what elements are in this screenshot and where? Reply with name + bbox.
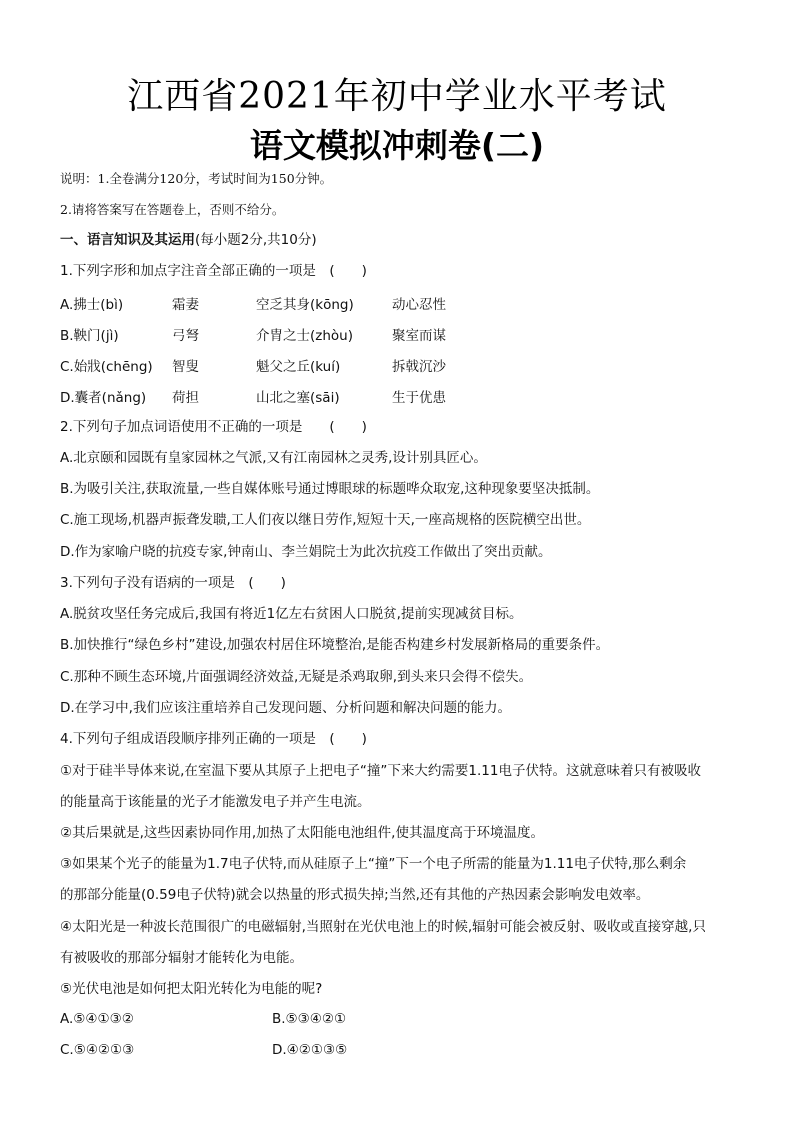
question-2-option-a: A.北京颐和园既有皇家园林之气派,又有江南园林之灵秀,设计别具匠心。 — [60, 450, 487, 466]
option-cell: 山北之塞(sāi) — [256, 390, 340, 406]
question-2-stem: 2.下列句子加点词语使用不正确的一项是 ( ) — [60, 419, 367, 435]
option-cell: 魁父之丘(kuí) — [256, 359, 341, 375]
sentence-line: 的那部分能量(0.59电子伏特)就会以热量的形式损失掉;当然,还有其他的产热因素会影响发电效率。 — [60, 887, 650, 903]
option-cell: 智叟 — [172, 359, 199, 375]
option-cell: 拆戟沉沙 — [392, 359, 446, 375]
question-3-option-c: C.那种不顾生态环境,片面强调经济效益,无疑是杀鸡取卵,到头来只会得不偿失。 — [60, 669, 533, 685]
question-2-option-c: C.施工现场,机器声振聋发聩,工人们夜以继日劳作,短短十天,一座高规格的医院横空出世。 — [60, 512, 591, 528]
sentence-line: ②其后果就是,这些因素协同作用,加热了太阳能电池组件,使其温度高于环境温度。 — [60, 825, 544, 841]
section-heading — [60, 231, 317, 249]
question-4-stem: 4.下列句子组成语段顺序排列正确的一项是 ( ) — [60, 731, 367, 747]
option-cell: 生于优患 — [392, 390, 446, 406]
sentence-line: ③如果某个光子的能量为1.7电子伏特,而从硅原子上“撞”下一个电子所需的能量为1.11电子伏特,那么剩余 — [60, 856, 687, 872]
instructions-note-1: 说明：1.全卷满分120分，考试时间为150分钟。 — [60, 171, 333, 186]
question-1-stem: 1.下列字形和加点字注音全部正确的一项是 ( ) — [60, 263, 367, 279]
question-3-option-d: D.在学习中,我们应该注重培养自己发现问题、分析问题和解决问题的能力。 — [60, 700, 511, 716]
option-cell: C.始戕(chēng) — [60, 359, 153, 375]
sentence-line: ⑤光伏电池是如何把太阳光转化为电能的呢? — [60, 981, 323, 997]
option-cell: 聚室而谋 — [392, 328, 446, 344]
option-cell: 动心忍性 — [392, 297, 446, 313]
option-cell: B.鞅门(jì) — [60, 328, 119, 344]
question-4-option-d: D.④②①③⑤ — [272, 1042, 348, 1058]
sentence-line: ①对于硅半导体来说,在室温下要从其原子上把电子“撞”下来大约需要1.11电子伏特。这就意味着只有被吸收 — [60, 763, 701, 779]
option-cell: 介胄之士(zhòu) — [256, 328, 353, 344]
question-2-option-b: B.为吸引关注,获取流量,一些自媒体账号通过博眼球的标题哗众取宠,这种现象要坚决抵制。 — [60, 481, 600, 497]
question-4-option-b: B.⑤③④②① — [272, 1011, 347, 1027]
option-cell: 弓弩 — [172, 328, 199, 344]
instructions-note-2: 2.请将答案写在答题卷上，否则不给分。 — [60, 202, 285, 217]
section-title: 一、语言知识及其运用 — [60, 232, 195, 248]
option-cell: A.拂士(bì) — [60, 297, 124, 313]
sentence-line: 的能量高于该能量的光子才能激发电子并产生电流。 — [60, 794, 371, 810]
sentence-line: ④太阳光是一种波长范围很广的电磁辐射,当照射在光伏电池上的时候,辐射可能会被反射、吸收或直接穿越,只 — [60, 919, 706, 935]
option-cell: D.囊者(nǎng) — [60, 390, 147, 406]
question-4-option-c: C.⑤④②①③ — [60, 1042, 135, 1058]
option-cell: 空乏其身(kōng) — [256, 297, 354, 313]
question-3-option-a: A.脱贫攻坚任务完成后,我国有将近1亿左右贫困人口脱贫,提前实现减贫目标。 — [60, 606, 523, 622]
exam-subtitle: 语文模拟冲刺卷(二) — [249, 126, 545, 165]
sentence-line: 有被吸收的那部分辐射才能转化为电能。 — [60, 950, 303, 966]
question-3-option-b: B.加快推行“绿色乡村”建设,加强农村居住环境整治,是能否构建乡村发展新格局的重要条件。 — [60, 637, 610, 653]
exam-title: 江西省2021年初中学业水平考试 — [127, 76, 667, 117]
option-cell: 荷担 — [172, 390, 199, 406]
section-points: (每小题2分,共10分) — [195, 232, 317, 248]
question-4-option-a: A.⑤④①③② — [60, 1011, 134, 1027]
option-cell: 霜妻 — [172, 297, 199, 313]
question-3-stem: 3.下列句子没有语病的一项是 ( ) — [60, 575, 286, 591]
question-2-option-d: D.作为家喻户晓的抗疫专家,钟南山、李兰娟院士为此次抗疫工作做出了突出贡献。 — [60, 544, 552, 560]
